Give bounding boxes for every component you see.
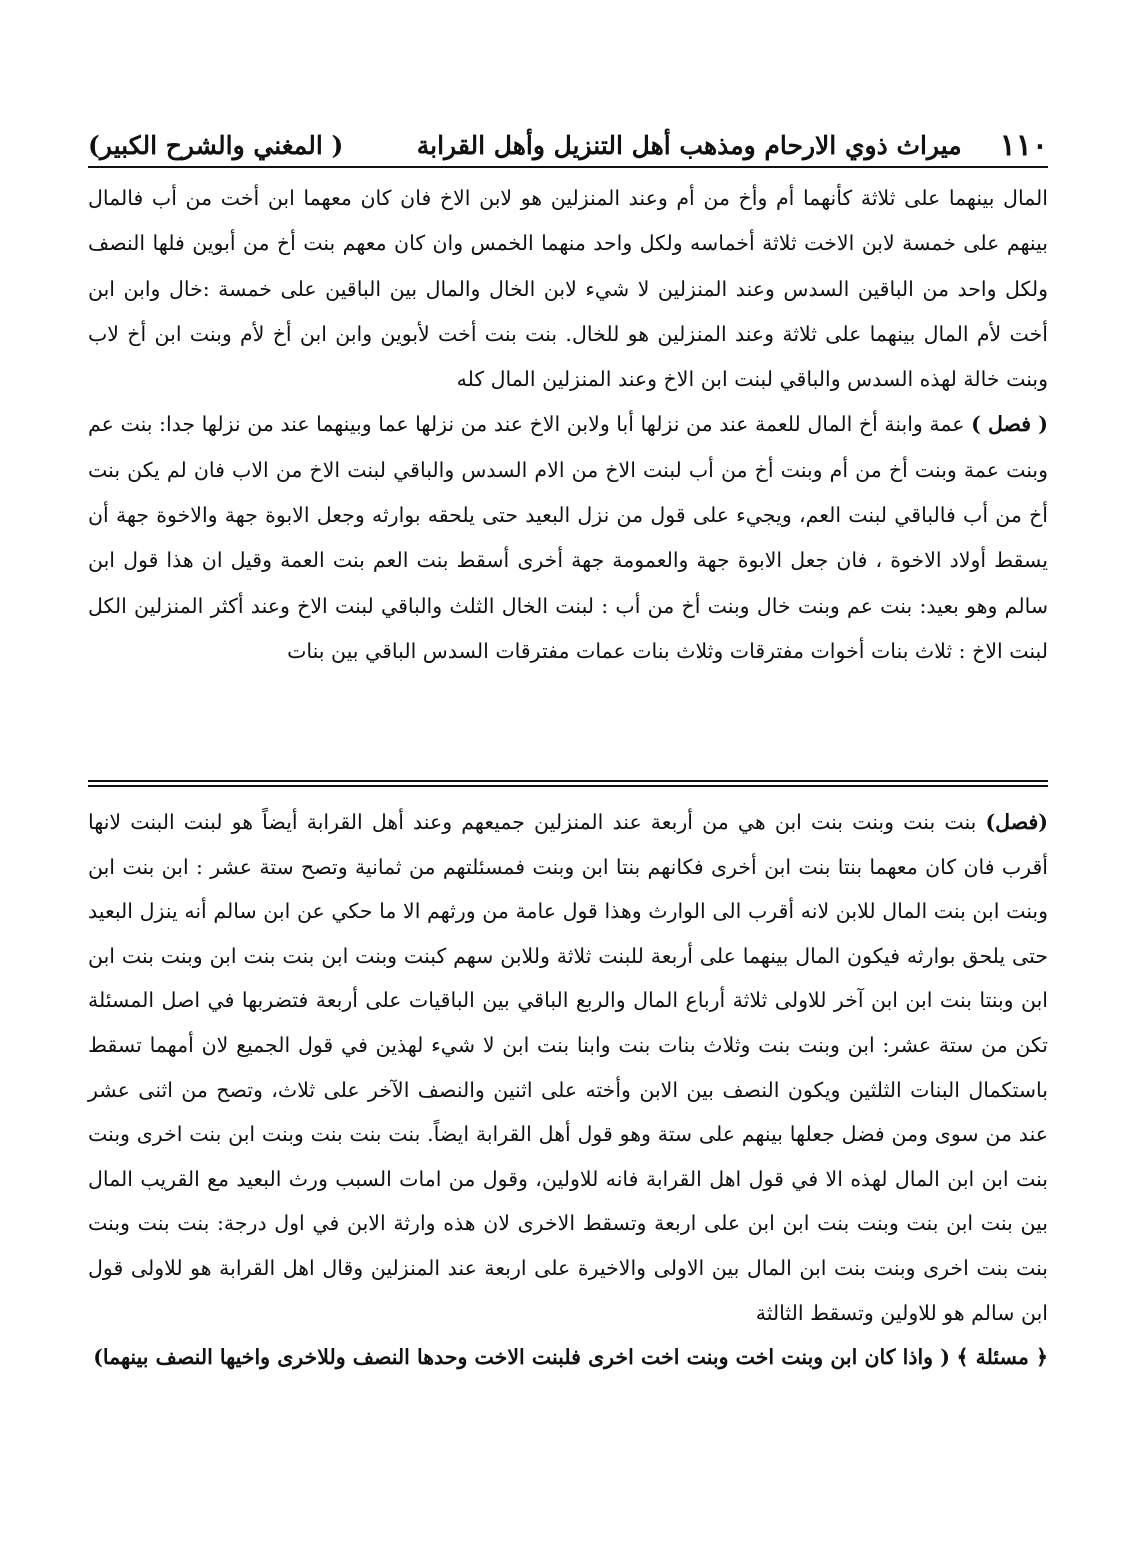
masala-text: ( واذا كان ابن وبنت اخت وبنت اخت اخرى فلبنت الاخت وحدها النصف وللاخرى واخيها النصف بينهما)	[93, 1345, 950, 1370]
book-title: ( المغني والشرح الكبير)	[88, 130, 344, 160]
masala-paragraph	[88, 1335, 1048, 1380]
masala-heading: ﴿ مسئلة ﴾	[956, 1345, 1048, 1370]
commentary-paragraph	[88, 402, 1048, 674]
page-number: ١١٠	[999, 127, 1048, 163]
fasl-heading: (فصل)	[985, 810, 1048, 834]
main-paragraph	[88, 800, 1048, 1335]
main-text-section	[88, 800, 1048, 1380]
commentary-section	[88, 176, 1048, 674]
fasl-heading: ( فصل )	[971, 412, 1048, 437]
commentary-text: عمة وابنة أخ المال للعمة عند من نزلها أبا ولابن الاخ عند من نزلها عما وبينهما عند من نزلها جدا: بنت عم وبنت عمة وبنت أخ من أم وبنت أخ من أب لبنت الاخ من الام السدس والباقي لبنت الاخ من الاب فان لم يكن بنت أخ من أب فالباقي لبنت العم، ويجيء على قول من نزل البعيد حتى يلحقه بوارثه وجعل الابوة جهة والاخوة جهة أن يسقط أولاد الاخوة ، فان جعل الابوة جهة والعمومة جهة أخرى أسقط بنت العم بنت العمة وقيل ان هذا قول ابن سالم وهو بعيد: بنت عم وبنت خال وبنت أخ من أب : لبنت الخال الثلث والباقي لبنت الاخ وعند أكثر المنزلين الكل لبنت الاخ : ثلاث بنات أخوات مفترقات وثلاث بنات عمات مفترقات السدس الباقي بين بنات	[88, 412, 1048, 663]
main-text: بنت بنت وبنت بنت ابن هي من أربعة عند المنزلين جميعهم وعند أهل القرابة أيضاً هو لبنت البنت لانها أقرب فان كان معهما بنتا بنت ابن أخرى فكانهم بنتا ابن وبنت فمسئلتهم من ثمانية وتصح ستة عشر : ابن بنت ابن وبنت ابن بنت المال للابن لانه أقرب الى الوارث وهذا قول عامة من ورثهم الا ما حكي عن ابن سالم أنه ينزل البعيد حتى يلحق بوارثه فيكون المال بينهما على أربعة للبنت ثلاثة وللابن سهم كبنت وبنت ابن بنت بنت ابن وبنت بنت ابن ابن وبنتا بنت ابن ابن آخر للاولى ثلاثة أرباع المال والربع الباقي بين الباقيات على أربعة فتضربها في اصل المسئلة تكن من ستة عشر: ابن وبنت بنت وثلاث بنات بنت وابنا بنت ابن لا شيء لهذين في قول الجميع لان أمهما تسقط باستكمال البنات الثلثين ويكون النصف بين الابن وأخته على اثنين والنصف الآخر على ثلاث، وتصح من اثنى عشر عند من سوى ومن فضل جعلها بينهم على ستة وهو قول أهل القرابة ايضاً. بنت بنت بنت وبنت ابن بنت اخرى وبنت بنت ابن ابن المال لهذه الا في قول اهل القرابة فانه للاولين، وقول من امات السبب ورث البعيد مع القريب المال بين بنت ابن بنت وبنت بنت ابن ابن على اربعة وتسقط الاخرى لان هذه وارثة الابن في اول درجة: بنت بنت وبنت بنت بنت اخرى وبنت بنت ابن المال بين الاولى والاخيرة على اربعة عند المنزلين وقال اهل القرابة هو للاولى قول ابن سالم هو للاولين وتسقط الثالثة	[88, 810, 1048, 1325]
section-divider	[88, 785, 1048, 787]
commentary-paragraph: المال بينهما على ثلاثة كأنهما أم وأخ من أم وعند المنزلين هو لابن الاخ فان كان معهما ابن أخت من أب فالمال بينهم على خمسة لابن الاخت ثلاثة أخماسه ولكل واحد منهما الخمس وان كان معهم بنت أخ من أبوين فلها النصف ولكل واحد من الباقين السدس وعند المنزلين لا شيء لابن الخال والمال بين الباقين على خمسة :خال وابن ابن أخت لأم المال بينهما على ثلاثة وعند المنزلين هو للخال. بنت بنت أخت لأبوين وابن ابن أخ لأم وبنت ابن أخ لاب وبنت خالة لهذه السدس والباقي لبنت ابن الاخ وعند المنزلين المال كله	[88, 186, 1048, 392]
section-divider	[88, 780, 1048, 782]
header-rule	[88, 166, 1048, 168]
chapter-title: ميراث ذوي الارحام ومذهب أهل التنزيل وأهل القرابة	[416, 130, 962, 160]
page-header	[88, 122, 1048, 168]
